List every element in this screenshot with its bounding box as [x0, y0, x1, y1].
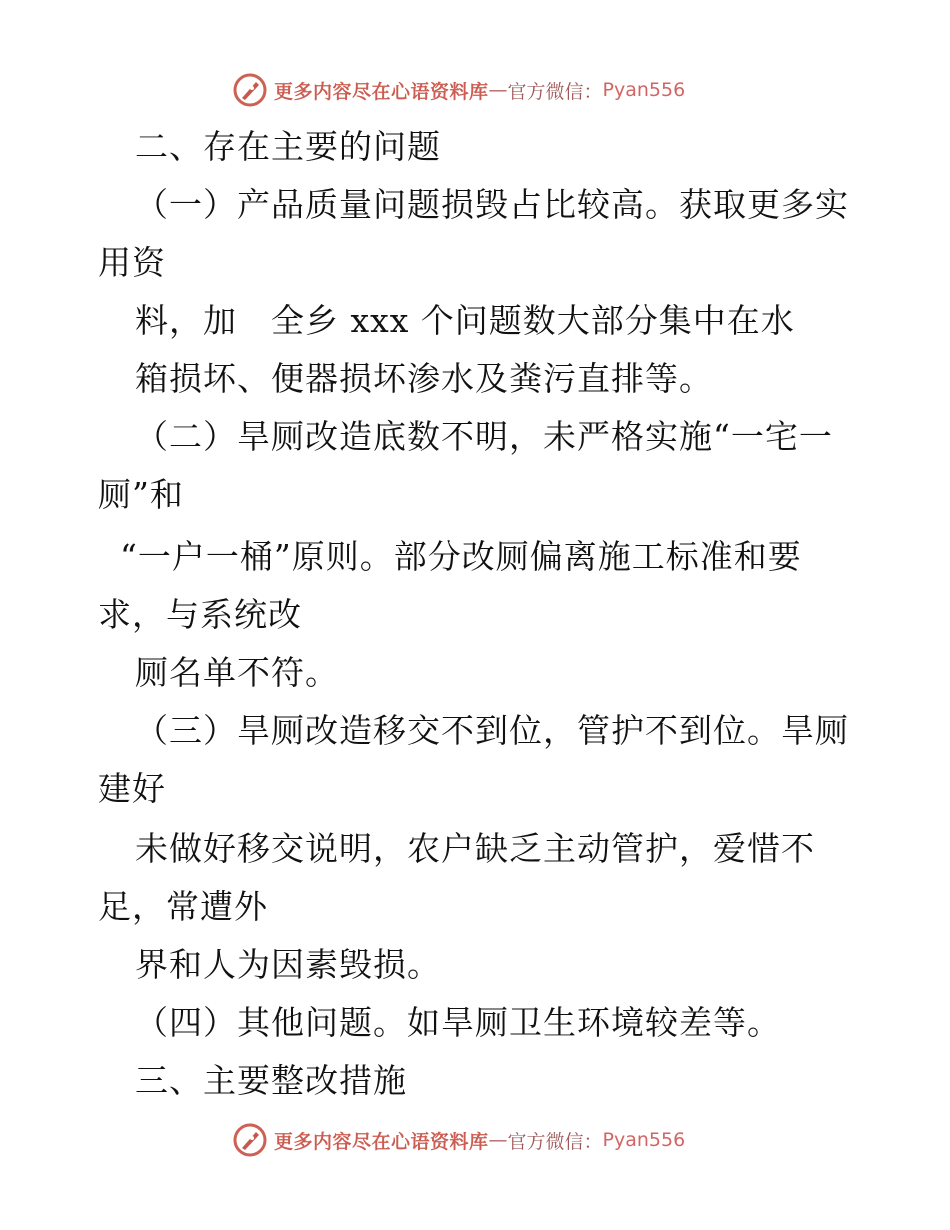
watermark-wechat-label: 官方微信： — [507, 1130, 603, 1153]
paragraph-line: 厕名单不符。 — [135, 653, 339, 692]
paragraph-line: （二）旱厕改造底数不明，未严格实施“一宅一 — [135, 417, 833, 456]
paragraph-line: （三）旱厕改造移交不到位，管护不到位。旱厕 — [135, 711, 849, 750]
section-heading: 三、主要整改措施 — [135, 1061, 407, 1100]
footer-watermark — [232, 1120, 685, 1160]
paragraph-line: 未做好移交说明，农户缺乏主动管护，爱惜不 — [135, 829, 815, 868]
paragraph-line: 料，加 全乡 xxx 个问题数大部分集中在水 — [135, 301, 795, 340]
paragraph-line: 足，常遭外 — [98, 887, 268, 926]
watermark-separator: — — [488, 79, 508, 101]
paragraph-line: 厕”和 — [98, 475, 184, 514]
header-watermark — [232, 70, 685, 110]
paragraph-line: （四）其他问题。如旱厕卫生环境较差等。 — [135, 1003, 781, 1042]
watermark-brand: 更多内容尽在心语资料库 — [274, 80, 489, 103]
pen-nib-logo-icon — [232, 1122, 268, 1158]
paragraph-line: “一户一桶”原则。部分改厕偏离施工标准和要 — [120, 537, 802, 576]
pen-nib-logo-icon — [232, 72, 268, 108]
paragraph-line: 界和人为因素毁损。 — [135, 945, 441, 984]
paragraph-line: 建好 — [98, 769, 166, 808]
watermark-wechat-id: Pyan556 — [602, 79, 686, 101]
watermark-wechat-id: Pyan556 — [602, 1129, 686, 1151]
section-heading: 二、存在主要的问题 — [135, 127, 441, 166]
watermark-wechat-label: 官方微信： — [507, 80, 603, 103]
watermark-separator: — — [488, 1129, 508, 1151]
paragraph-line: （一）产品质量问题损毁占比较高。获取更多实 — [135, 185, 849, 224]
paragraph-line: 箱损坏、便器损坏渗水及粪污直排等。 — [135, 359, 713, 398]
paragraph-line: 用资 — [98, 243, 166, 282]
paragraph-line: 求，与系统改 — [98, 595, 302, 634]
watermark-brand: 更多内容尽在心语资料库 — [274, 1130, 489, 1153]
